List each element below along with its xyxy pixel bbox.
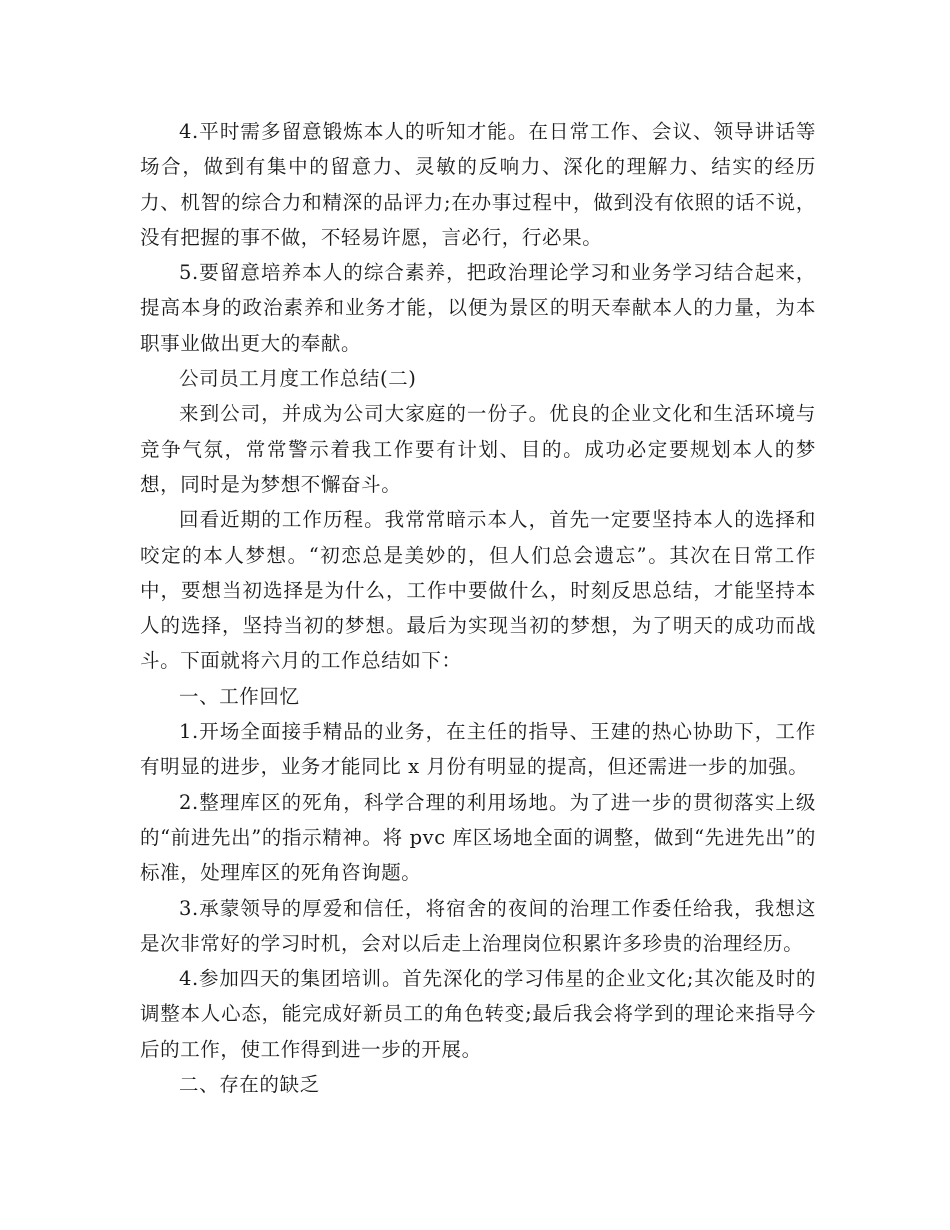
heading-work-review: 一、工作回忆 bbox=[179, 684, 300, 708]
paragraph-comprehensive-quality: 5.要留意培养本人的综合素养，把政治理论学习和业务学习结合起来，提高本身的政治素养和业务才能，以便为景区的明天奉献本人的力量，为本职事业做出更大的奉献。 bbox=[140, 261, 816, 355]
heading-shortcomings: 二、存在的缺乏 bbox=[179, 1073, 320, 1097]
paragraph-item-1: 1.开场全面接手精品的业务，在主任的指导、王建的热心协助下，工作有明显的进步，业务才能同比 x 月份有明显的提高，但还需进一步的加强。 bbox=[140, 720, 816, 779]
document-body bbox=[140, 114, 816, 1102]
section-title-monthly-summary-2: 公司员工月度工作总结(二) bbox=[179, 367, 417, 391]
paragraph-item-4: 4.参加四天的集团培训。首先深化的学习伟星的企业文化;其次能及时的调整本人心态，能完成好新员工的角色转变;最后我会将学到的理论来指导今后的工作，使工作得到进一步的开展。 bbox=[140, 967, 816, 1061]
paragraph-joining-company: 来到公司，并成为公司大家庭的一份子。优良的企业文化和生活环境与竞争气氛，常常警示着我工作要有计划、目的。成功必定要规划本人的梦想，同时是为梦想不懈奋斗。 bbox=[140, 402, 816, 496]
paragraph-item-3: 3.承蒙领导的厚爱和信任，将宿舍的夜间的治理工作委任给我，我想这是次非常好的学习时机，会对以后走上治理岗位积累许多珍贵的治理经历。 bbox=[140, 896, 816, 955]
paragraph-listening-skills: 4.平时需多留意锻炼本人的听知才能。在日常工作、会议、领导讲话等场合，做到有集中的留意力、灵敏的反响力、深化的理解力、结实的经历力、机智的综合力和精深的品评力;在办事过程中，做到没有依照的话不说，没有把握的事不做，不轻易许愿，言必行，行必果。 bbox=[140, 120, 816, 249]
paragraph-reviewing-work: 回看近期的工作历程。我常常暗示本人，首先一定要坚持本人的选择和咬定的本人梦想。“初恋总是美妙的，但人们总会遗忘”。其次在日常工作中，要想当初选择是为什么，工作中要做什么，时刻反思总结，才能坚持本人的选择，坚持当初的梦想。最后为实现当初的梦想，为了明天的成功而战斗。下面就将六月的工作总结如下： bbox=[140, 508, 816, 673]
paragraph-item-2: 2.整理库区的死角，科学合理的利用场地。为了进一步的贯彻落实上级的“前进先出”的指示精神。将 pvc 库区场地全面的调整，做到“先进先出”的标准，处理库区的死角咨询题。 bbox=[140, 790, 816, 885]
